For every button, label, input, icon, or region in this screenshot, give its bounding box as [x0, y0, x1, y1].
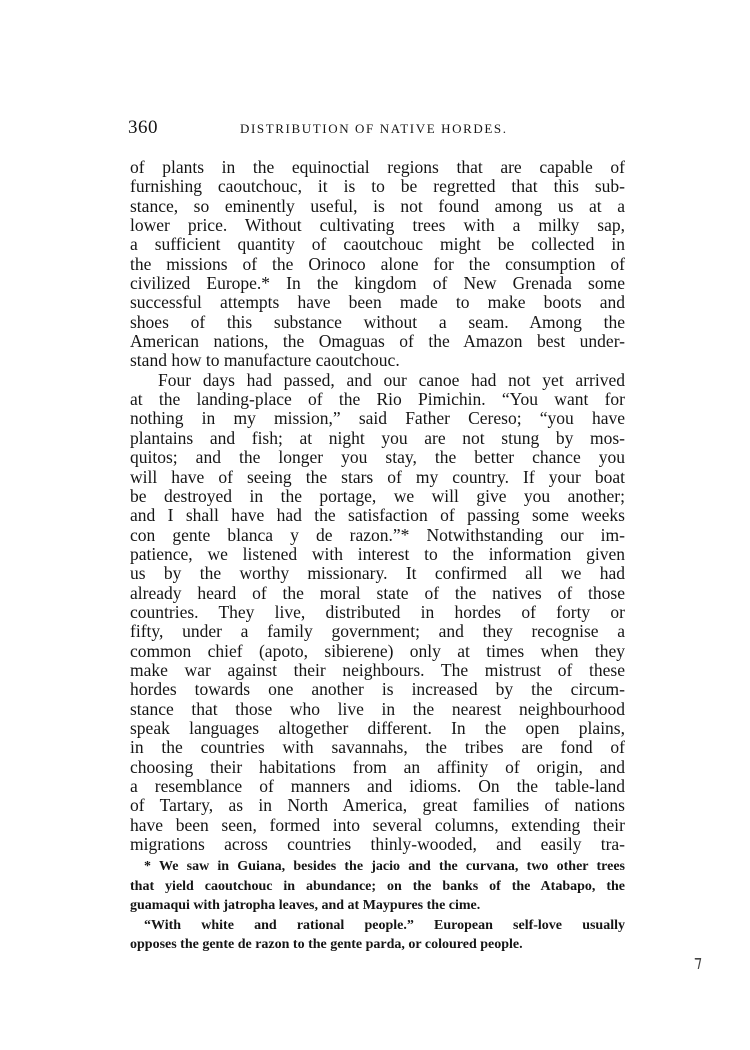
text-line: migrations across countries thinly-wooded, and easily tra-: [130, 834, 625, 855]
footnote-line: that yield caoutchouc in abundance; on the banks of the Atabapo, the: [130, 878, 625, 894]
text-line: a sufficient quantity of caoutchouc might be collected in: [130, 234, 625, 255]
text-line: stance, so eminently useful, is not found among us at a: [130, 195, 625, 216]
text-line: a resemblance of manners and idioms. On the table-land: [130, 776, 625, 796]
text-line: shoes of this substance without a seam. Among the: [130, 311, 625, 332]
body-text: [130, 158, 625, 854]
text-line: fifty, under a family government; and they recognise a: [130, 621, 625, 642]
text-line: furnishing caoutchouc, it is to be regretted that this sub-: [130, 176, 625, 197]
running-head: DISTRIBUTION OF NATIVE HORDES.: [240, 121, 508, 136]
text-line: hordes towards one another is increased by the circum-: [130, 679, 625, 700]
text-line: stance that those who live in the nearest neighbourhood: [130, 698, 625, 719]
text-line: countries. They live, distributed in hordes of forty or: [130, 601, 625, 622]
text-line: be destroyed in the portage, we will give you another;: [130, 485, 625, 506]
text-line: the missions of the Orinoco alone for the consumption of: [130, 253, 625, 274]
text-line: nothing in my mission,” said Father Cereso; “you have: [130, 408, 625, 429]
footnote-line: opposes the gente de razon to the gente parda, or coloured people.: [130, 937, 523, 952]
text-line: of plants in the equinoctial regions that are capable of: [130, 157, 625, 177]
text-line: common chief (apoto, sibierene) only at times when they: [130, 640, 625, 661]
text-line: plantains and fish; at night you are not stung by mos-: [130, 427, 625, 448]
text-line: con gente blanca y de razon.”* Notwithstanding our im-: [130, 524, 625, 545]
text-line: at the landing-place of the Rio Pimichin. “You want for: [130, 389, 625, 410]
text-line: patience, we listened with interest to the information given: [130, 543, 625, 564]
text-line: have been seen, formed into several columns, extending their: [130, 814, 625, 835]
page-corner-mark: ⁊: [694, 954, 702, 971]
text-line: in the countries with savannahs, the tribes are fond of: [130, 737, 625, 758]
text-line: successful attempts have been made to make boots and: [130, 292, 625, 313]
page-number: 360: [128, 117, 158, 138]
text-line: Four days had passed, and our canoe had not yet arrived: [158, 369, 625, 390]
footnote-line: guamaqui with jatropha leaves, and at Maypures the cime.: [130, 898, 481, 913]
text-line: lower price. Without cultivating trees with a milky sap,: [130, 215, 625, 236]
text-line: of Tartary, as in North America, great families of nations: [130, 795, 625, 816]
text-line: will have of seeing the stars of my country. If your boat: [130, 466, 625, 487]
text-line: already heard of the moral state of the natives of those: [130, 582, 625, 603]
text-line: civilized Europe.* In the kingdom of New Grenada some: [130, 273, 625, 294]
text-line: and I shall have had the satisfaction of passing some weeks: [130, 505, 625, 526]
text-line: speak languages altogether different. In the open plains,: [130, 717, 625, 738]
text-line: American nations, the Omaguas of the Amazon best under-: [130, 331, 625, 352]
footnote-line: * We saw in Guiana, besides the jacio and the curvana, two other trees: [144, 859, 625, 874]
text-line: us by the worthy missionary. It confirmed all we had: [130, 563, 625, 584]
text-line: choosing their habitations from an affinity of origin, and: [130, 756, 625, 777]
footnote-line: “With white and rational people.” European self-love usually: [144, 917, 625, 933]
footnotes: [130, 857, 625, 955]
text-line: quitos; and the longer you stay, the better chance you: [130, 447, 625, 468]
text-line: make war against their neighbours. The mistrust of these: [130, 659, 625, 680]
text-line: stand how to manufacture caoutchouc.: [130, 350, 400, 371]
